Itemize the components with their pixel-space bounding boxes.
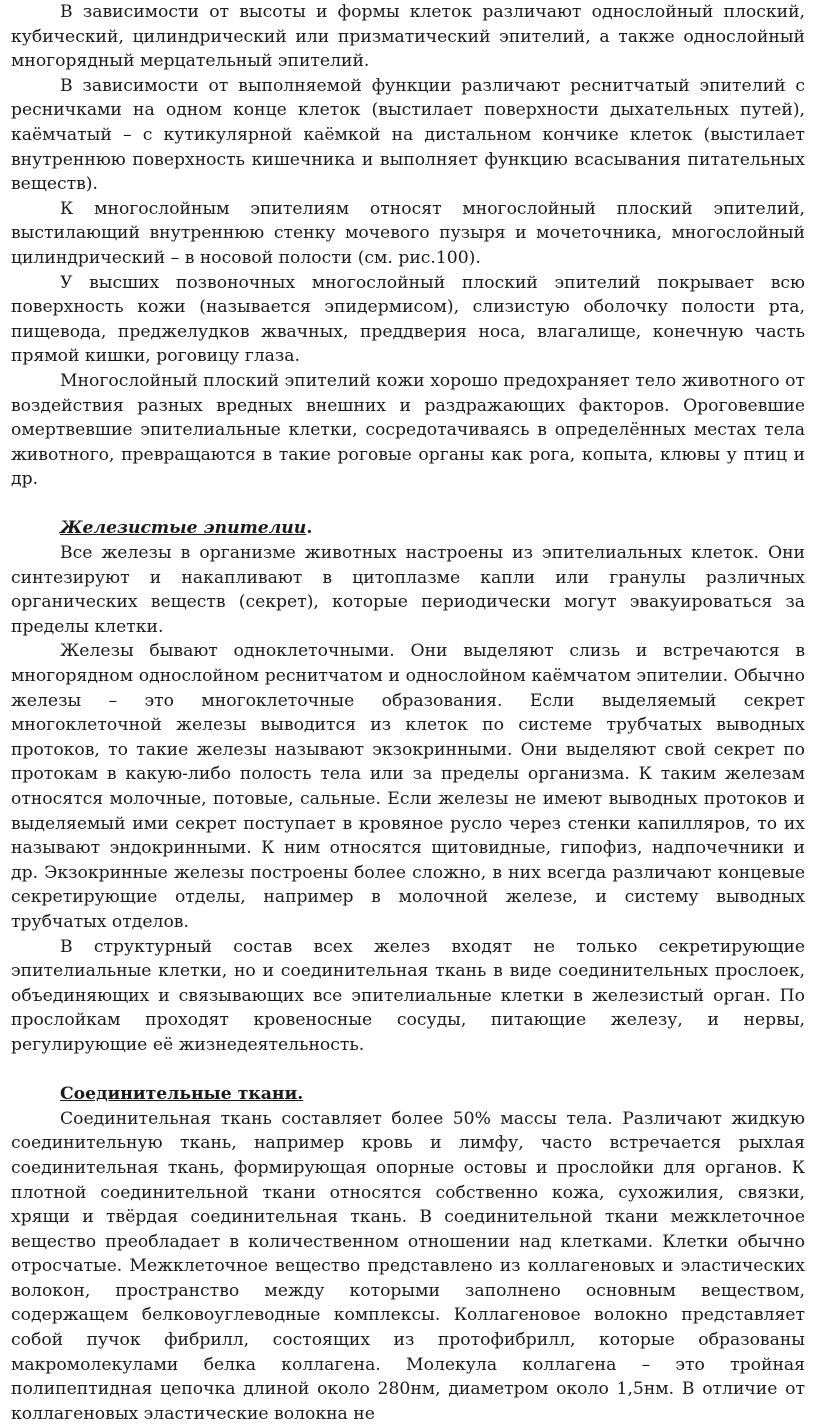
paragraph-glands-origin: Все железы в организме животных настроены из эпителиальных клеток. Они синтезируют и накапливают в цитоплазме капли или гранулы различных органических веществ (секрет), которые периодически могут эвакуироваться за пределы клетки. (11, 543, 805, 637)
paragraph-glands-structure: В структурный состав всех желез входят не только секретирующие эпителиальные клетки, но и соединительная ткань в виде соединительных прослоек, объединяющих и связывающих все эпителиальные клетки в железистый орган. По прослойкам проходят кровеносные сосуды, питающие железу, и нервы, регулирующие её жизнедеятельность. (11, 936, 805, 1055)
paragraph-skin-protection: Многослойный плоский эпителий кожи хорошо предохраняет тело животного от воздействия разных вредных внешних и раздражающих факторов. Ороговевшие омертвевшие эпителиальные клетки, сосредотачиваясь в определённых местах тела животного, превращаются в такие роговые органы как рога, копыта, клювы у птиц и др. (11, 370, 805, 490)
paragraph-stratified-epithelium: К многослойным эпителиям относят многослойный плоский эпителий, выстилающий внутреннюю стенку мочевого пузыря и мочеточника, многослойный цилиндрический – в носовой полости (см. рис.100). (11, 198, 805, 268)
paragraph-epithelium-shape: В зависимости от высоты и формы клеток различают однослойный плоский, кубический, цилиндрический или призматический эпителий, а также однослойный многорядный мерцательный эпителий. (11, 2, 805, 72)
heading-glandular-epithelium (11, 516, 805, 541)
heading-glandular-text: Железистые эпителии (60, 518, 307, 539)
paragraph-epithelium-function: В зависимости от выполняемой функции различают реснитчатый эпителий с ресничками на одном конце клеток (выстилает поверхности дыхательных путей), каёмчатый – с кутикулярной каёмкой на дистальном кончике клеток (выстилает внутреннюю поверхность кишечника и выполняет функцию всасывания питательных веществ). (11, 75, 805, 195)
heading-glandular-period: . (306, 518, 313, 539)
paragraph-connective-tissue: Соединительная ткань составляет более 50% массы тела. Различают жидкую соединительную ткань, например кровь и лимфу, часто встречается рыхлая соединительная ткань, формирующая опорные остовы и прослойки для органов. К плотной соединительной ткани относятся собственно кожа, сухожилия, связки, хрящи и твёрдая соединительная ткань. В соединительной ткани межклеточное вещество преобладает в количественном отношении над клетками. Клетки обычно отросчатые. Межклеточное вещество представлено из коллагеновых и эластических волокон, пространство между которыми заполнено основным веществом, содержащем белковоуглеводные комплексы. Коллагеновое волокно представляет собой пучок фибрилл, состоящих из протофибрилл, которые образованы макромолекулами белка коллагена. Молекула коллагена – это тройная полипептидная цепочка длиной около 280нм, диаметром около 1,5нм. В отличие от коллагеновых эластические волокна не (11, 1108, 805, 1424)
section-gap (11, 492, 805, 517)
section-gap (11, 1058, 805, 1083)
paragraph-glands-types: Железы бывают одноклеточными. Они выделяют слизь и встречаются в многорядном однослойном реснитчатом и однослойном каёмчатом эпителии. Обычно железы – это многоклеточные образования. Если выделяемый секрет многоклеточной железы выводится из клеток по системе трубчатых выводных протоков, то такие железы называют экзокринными. Они выделяют свой секрет по протокам в какую-либо полость тела или за пределы организма. К таким железам относятся молочные, потовые, сальные. Если железы не имеют выводных протоков и выделяемый ими секрет поступает в кровяное русло через стенки капилляров, то их называют эндокринными. К ним относятся щитовидные, гипофиз, надпочечники и др. Экзокринные железы построены более сложно, в них всегда различают концевые секретирующие отделы, например в молочной железе, и систему выводных трубчатых отделов. (11, 641, 805, 932)
paragraph-higher-vertebrates: У высших позвоночных многослойный плоский эпителий покрывает всю поверхность кожи (называется эпидермисом), слизистую оболочку полости рта, пищевода, преджелудков жвачных, преддверия носа, влагалище, конечную часть прямой кишки, роговицу глаза. (11, 272, 805, 367)
heading-connective-tissue: Соединительные ткани. (60, 1084, 304, 1105)
